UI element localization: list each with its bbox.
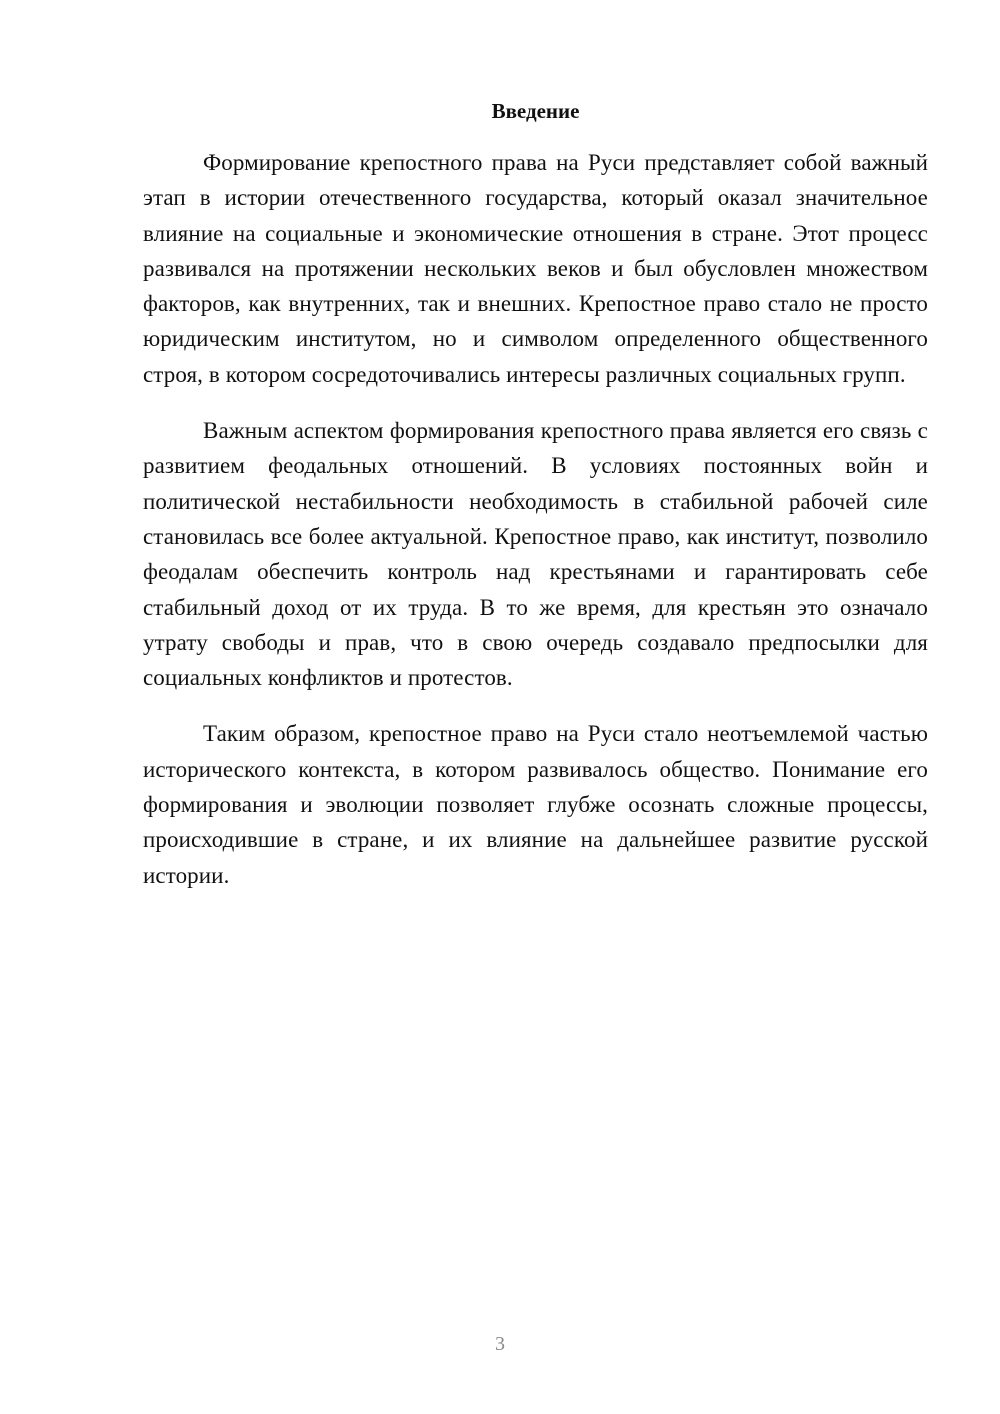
section-title: Введение [491, 99, 580, 123]
paragraph-1: Формирование крепостного права на Руси представляет собой важный этап в истории отечественного государства, который оказал значительное влияние на социальные и экономические отношения в стране. Этот процесс развивался на протяжении нескольких веков и был обусловлен множеством факторов, как внутренних, так и внешних. Крепостное право стало не просто юридическим институтом, но и символом определенного общественного строя, в котором сосредоточивались интересы различных социальных групп. [143, 150, 928, 387]
paragraph-3: Таким образом, крепостное право на Руси стало неотъемлемой частью исторического контекста, в котором развивалось общество. Понимание его формирования и эволюции позволяет глубже осознать сложные процессы, происходившие в стране, и их влияние на дальнейшее развитие русской истории. [143, 721, 928, 888]
page-number: 3 [495, 1333, 505, 1355]
page-content [143, 96, 928, 893]
paragraph-2: Важным аспектом формирования крепостного права является его связь с развитием феодальных отношений. В условиях постоянных войн и политической нестабильности необходимость в стабильной рабочей силе становилась все более актуальной. Крепостное право, как институт, позволило феодалам обеспечить контроль над крестьянами и гарантировать себе стабильный доход от их труда. В то же время, для крестьян это означало утрату свободы и прав, что в свою очередь создавало предпосылки для социальных конфликтов и протестов. [143, 418, 928, 691]
